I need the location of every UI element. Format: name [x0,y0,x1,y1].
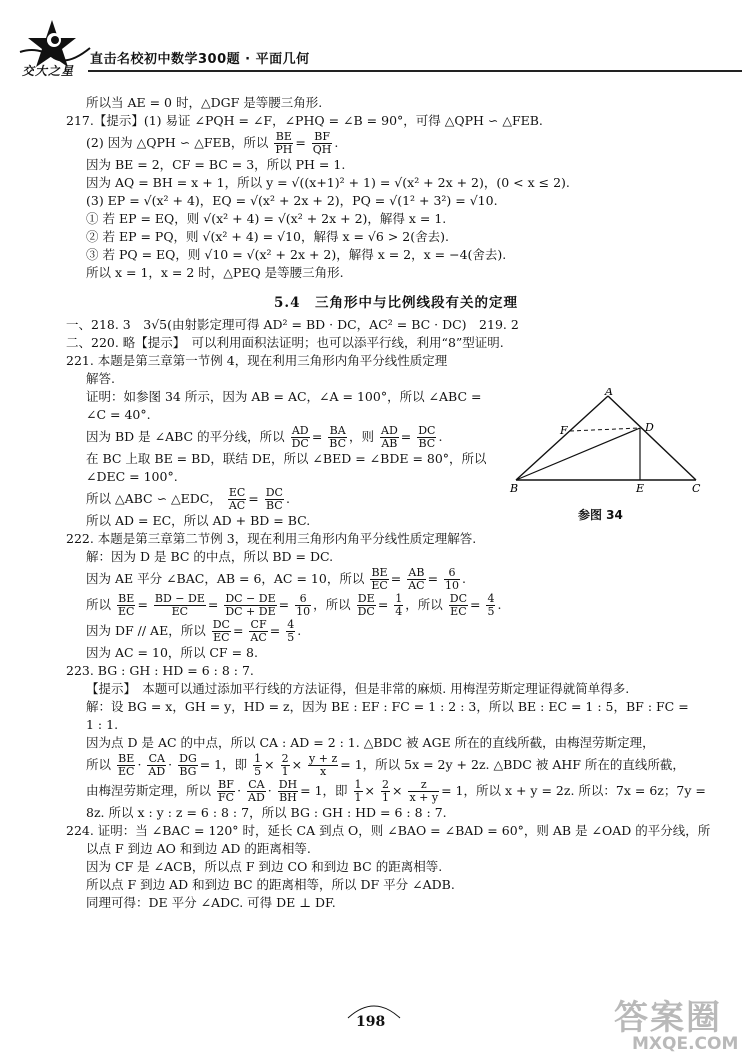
fraction: $\frac{AB}{AC}$ [408,566,425,592]
text-line: ① 若 EP = EQ，则 √(x² + 4) = √(x² + 2x + 2)，解得 x = 1. [86,211,447,226]
text-line: 因为点 D 是 AC 的中点，所以 CA : AD = 2 : 1. △BDC 被 AGE 所在的直线所截，由梅涅劳斯定理， [86,735,655,750]
segment-ac [608,396,696,480]
text-line: 因为 BE = 2，CF = BC = 3，所以 PH = 1. [86,157,346,172]
fraction: $\frac{DH}{BH}$ [278,778,298,804]
fraction: $\frac{DC}{EC}$ [212,618,230,644]
text-line: 所以 $\frac{BE}{EC}$ · $\frac{CA}{AD}$ · $\frac{DG}{BG}$ = 1，即 $\frac{1}{5}$ × $\frac{2}{1}$ × $\frac{y + z}{x}$ = 1，所以 5x = 2y + 2z. △BDC 被 AHF 所在的直线所截， [86,752,685,778]
text-line: 【提示】 本题可以通过添加平行线的方法证得，但是非常的麻烦. 用梅涅劳斯定理证得就简单得多. [86,681,630,696]
text-line: 解：设 BG = x，GH = y，HD = z，因为 BE : EF : FC = 1 : 2 : 3，所以 BE : EC = 1 : 5，BF : FC = [86,699,689,714]
text-line: 221. 本题是第三章第一节例 4，现在利用三角形内角平分线性质定理 [66,353,448,368]
text-line: 在 BC 上取 BE = BD，联结 DE，所以 ∠BED = ∠BDE = 80°，所以 [86,451,487,466]
text-span: (2) 因为 △QPH ∽ △FEB，所以 [86,135,269,150]
text-line: 所以 $\frac{BE}{EC}$ = $\frac{BD - DE}{EC}$ = $\frac{DC - DE}{DC + DE}$ = $\frac{6}{10}$ ，所以 $\frac{DE}{DC}$ = $\frac{1}{4}$ ，所以 $\frac{DC}{EC}$ = $\frac{4}{5}$ . [86,592,502,618]
text-line: 一、218. 3 3√5(由射影定理可得 AD² = BD · DC，AC² = BC · DC) 219. 2 [66,317,519,332]
page-header [18,18,732,80]
label-c: C [692,482,701,495]
text-line: 所以点 F 到边 AD 和到边 BC 的距离相等，所以 DF 平分 ∠ADB. [86,877,455,892]
page-number: 198 [356,1014,386,1030]
watermark-text: 答案圈 [614,998,722,1038]
label-d: D [645,421,654,434]
fraction: $\frac{z}{x + y}$ [409,778,439,804]
fraction: $\frac{AD}{AB}$ [381,424,398,450]
text-line: 所以 AD = EC，所以 AD + BD = BC. [86,513,311,528]
label-e: E [636,482,645,495]
fraction: $\frac{2}{1}$ [382,778,389,804]
text-line: ③ 若 PQ = EQ，则 √10 = √(x² + 2x + 2)，解得 x = 2，x = −4(舍去). [86,247,507,262]
text-span: 217.【提示】(1) 易证 ∠PQH = ∠F，∠PHQ = ∠B = 90°，可得 △QPH ∽ △FEB. [66,113,543,128]
fraction: $\frac{BA}{BC}$ [329,424,346,450]
text-line: 所以当 AE = 0 时，△DGF 是等腰三角形. [86,95,323,110]
fraction: $\frac{6}{10}$ [445,566,460,592]
fraction: $\frac{DC}{EC}$ [449,592,468,618]
label-f: F [560,424,568,437]
text-line: 由梅涅劳斯定理，所以 $\frac{BF}{FC}$ · $\frac{CA}{AD}$ · $\frac{DH}{BH}$ = 1，即 $\frac{1}{1}$ × $\frac{2}{1}$ × $\frac{z}{x + y}$ = 1，所以 x + y = 2z. 所以：7x = 6z；7y = [86,778,706,804]
text-line: ∠C = 40°. [86,407,151,422]
text-line: 因为 DF // AE，所以 $\frac{DC}{EC}$ = $\frac{CF}{AC}$ = $\frac{4}{5}$ . [86,618,302,644]
problem-217-line [66,112,706,130]
text-line: 8z. 所以 x : y : z = 6 : 8 : 7，所以 BG : GH : HD = 6 : 8 : 7. [86,805,447,820]
watermark [604,990,744,1054]
fraction: $\frac{EC}{AC}$ [228,486,246,512]
text-line: 222. 本题是第三章第二节例 3，现在利用三角形内角平分线性质定理解答. [66,531,477,546]
text-line: 以点 F 到边 AO 和到边 AD 的距离相等. [86,841,311,856]
text-line: 因为 AE 平分 ∠BAC，AB = 6，AC = 10，所以 $\frac{BE}{EC}$ = $\frac{AB}{AC}$ = $\frac{6}{10}$ . [86,566,467,592]
fraction: $\frac{y + z}{x}$ [309,752,338,778]
text-line: 二、220. 略【提示】 可以利用面积法证明；也可以添平行线，利用“8”型证明. [66,335,504,350]
fraction: $\frac{BE}{EC}$ [118,592,135,618]
text-line: 同理可得：DE 平分 ∠ADC. 可得 DE ⊥ DF. [86,895,336,910]
fraction: $\frac{DE}{DC}$ [357,592,375,618]
fraction: $\frac{BE}{PH}$ [275,130,293,156]
fraction: $\frac{BF}{QH}$ [312,130,332,156]
text-line: 证明：如参图 34 所示，因为 AB = AC，∠A = 100°，所以 ∠ABC = [86,389,482,404]
fraction: $\frac{BD - DE}{EC}$ [154,592,205,618]
segment-ab [516,396,608,480]
text-line: 因为 AQ = BH = x + 1，所以 y = √((x+1)² + 1) = √(x² + 2x + 2)，(0 < x ≤ 2). [86,175,570,190]
fraction: $\frac{6}{10}$ [296,592,311,618]
text-line: (2) 因为 △QPH ∽ △FEB，所以 $\frac{BE}{PH}$ = $\frac{BF}{QH}$ . [86,130,339,156]
fraction: $\frac{4}{5}$ [487,592,495,618]
text-line: ② 若 EP = PQ，则 √(x² + 4) = √10，解得 x = √6 > 2(舍去). [86,229,449,244]
watermark-url: MXQE.COM [632,1034,739,1054]
text-line: 223. BG : GH : HD = 6 : 8 : 7. [66,663,254,678]
fraction: $\frac{BE}{EC}$ [118,752,135,778]
fraction: $\frac{DC}{BC}$ [418,424,436,450]
text-line: 因为 BD 是 ∠ABC 的平分线，所以 $\frac{AD}{DC}$ = $\frac{BA}{BC}$ ，则 $\frac{AD}{AB}$ = $\frac{DC}{BC}$ . [86,424,443,450]
text-line: 因为 CF 是 ∠ACB，所以点 F 到边 CO 和到边 BC 的距离相等. [86,859,443,874]
text-line: 1 : 1. [86,717,119,732]
figure-caption: 参图 34 [578,508,623,522]
text-line: 所以 x = 1，x = 2 时，△PEQ 是等腰三角形. [86,265,344,280]
text-line: 解：因为 D 是 BC 的中点，所以 BD = DC. [86,549,334,564]
fraction: $\frac{DC}{BC}$ [265,486,283,512]
fraction: $\frac{1}{1}$ [354,778,362,804]
fraction: $\frac{1}{5}$ [254,752,262,778]
fraction: $\frac{BF}{FC}$ [218,778,235,804]
fraction: $\frac{2}{1}$ [281,752,289,778]
text-line: (3) EP = √(x² + 4)，EQ = √(x² + 2x + 2)，PQ = √(1² + 3²) = √10. [86,193,498,208]
fraction: $\frac{1}{4}$ [395,592,403,618]
segment-bd [516,428,640,480]
fraction: $\frac{AD}{DC}$ [291,424,309,450]
logo-text: 交大之星 [22,64,75,78]
fraction: $\frac{DG}{BG}$ [179,752,197,778]
label-a: A [605,388,613,398]
fraction: $\frac{CA}{AD}$ [248,778,265,804]
section-title: 5.4 三角形中与比例线段有关的定理 [274,295,518,311]
text-line: 所以 △ABC ∽ △EDC， $\frac{EC}{AC}$ = $\frac{DC}{BC}$ . [86,486,290,512]
text-line: 解答. [86,371,115,386]
fraction: $\frac{DC - DE}{DC + DE}$ [225,592,276,618]
fraction: $\frac{4}{5}$ [287,618,295,644]
header-rule [88,70,742,72]
fraction: $\frac{BE}{EC}$ [371,566,388,592]
text-line: ∠DEC = 100°. [86,469,178,484]
text-line: 因为 AC = 10，所以 CF = 8. [86,645,258,660]
label-b: B [510,482,519,495]
book-title: 直击名校初中数学300题 · 平面几何 [90,52,310,67]
fraction: $\frac{CF}{AC}$ [250,618,267,644]
text-line: 224. 证明：当 ∠BAC = 120° 时，延长 CA 到点 O，则 ∠BAO = ∠BAD = 60°，则 AB 是 ∠OAD 的平分线，所 [66,823,711,838]
fraction: $\frac{CA}{AD}$ [148,752,166,778]
segment-fd [570,428,640,431]
